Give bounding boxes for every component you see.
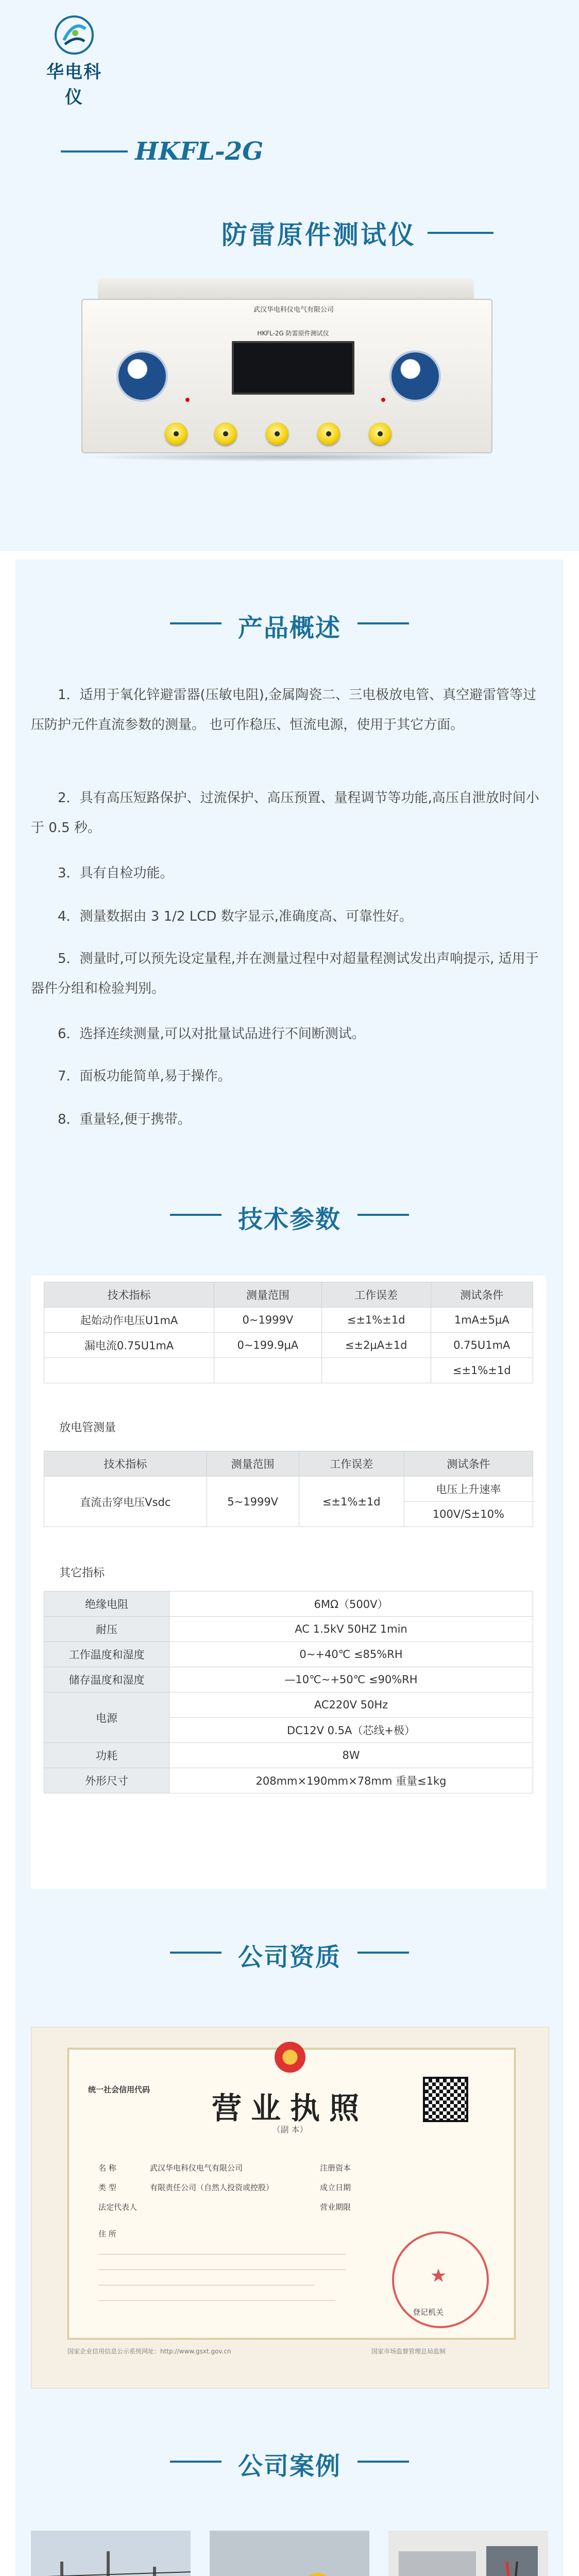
overview-item: 7．面板功能简单,易于操作。 [58, 1069, 231, 1084]
table-cell: 208mm×190mm×78mm 重量≤1kg [169, 1768, 533, 1793]
table-cell: 功耗 [44, 1743, 169, 1768]
section-title-credentials: 公司资质 [237, 1943, 341, 1972]
table-cell: 电压上升速率 [404, 1477, 533, 1502]
table-row [44, 1617, 533, 1642]
type-value: 有限责任公司（自然人投资或控股） [150, 2183, 274, 2192]
table-cell: 6MΩ（500V） [169, 1591, 533, 1617]
panel-button [317, 422, 340, 445]
discharge-label: 放电管测量 [59, 1421, 116, 1434]
maker-plate: 武汉华电科仪电气有限公司 [253, 306, 334, 314]
overview-item: 5．测量时,可以预先设定量程,并在测量过程中对超量程测试发出声响提示, 适用于器件分组和检验判别。 [31, 951, 539, 996]
panel-button [165, 422, 188, 445]
brand-name: 华电科仪 [46, 62, 102, 108]
device-shadow [77, 452, 495, 462]
table-cell [321, 1358, 431, 1383]
device-photo [77, 278, 495, 464]
other-spec-table [44, 1591, 533, 1793]
license-title: 营业执照 [211, 2091, 368, 2126]
table-cell: 外形尺寸 [44, 1768, 169, 1793]
table-cell: 起始动作电压U1mA [44, 1308, 214, 1333]
overview-item: 6．选择连续测量,可以对批量试品进行不间断测试。 [58, 1026, 365, 1042]
table-header: 技术指标 [44, 1451, 207, 1477]
capital-label: 注册资本 [320, 2163, 351, 2173]
table-cell: AC220V 50Hz [169, 1692, 533, 1718]
case-photo-workers [210, 2531, 369, 2576]
qr-code-icon [423, 2077, 468, 2122]
dial-icon [391, 352, 439, 400]
indicator-led [185, 398, 190, 402]
table-cell: AC 1.5kV 50HZ 1min [169, 1617, 533, 1642]
license-footer-left: 国家企业信用信息公示系统网址：http://www.gsxt.gov.cn [67, 2348, 231, 2355]
table-cell: ≤±1%±1d [321, 1308, 431, 1333]
table-header-row [44, 1282, 533, 1308]
case-photo-cabinet [388, 2531, 548, 2576]
section-rule [357, 1952, 409, 1954]
panel-button [214, 422, 237, 445]
table-cell: ≤±2μA±1d [321, 1333, 431, 1358]
license-footer-right: 国家市场监督管理总局监制 [371, 2348, 446, 2355]
discharge-table [44, 1451, 533, 1527]
table-row [44, 1743, 533, 1768]
table-header: 测量范围 [207, 1451, 299, 1477]
table-cell: 漏电流0.75U1mA [44, 1333, 214, 1358]
table-row [44, 1667, 533, 1692]
text-line [98, 2254, 346, 2255]
table-cell [214, 1358, 322, 1383]
varistor-table [44, 1282, 533, 1383]
model-rule [61, 150, 128, 152]
button-row [165, 418, 422, 449]
brand-logo [43, 14, 105, 108]
section-rule [357, 2461, 409, 2463]
table-cell: 5~1999V [207, 1477, 299, 1527]
table-row [44, 1692, 533, 1718]
table-row [44, 1768, 533, 1793]
table-row [44, 1477, 533, 1502]
text-line [98, 2300, 335, 2301]
section-rule [357, 1214, 409, 1216]
section-title-cases: 公司案例 [237, 2452, 341, 2481]
table-cell: ≤±1%±1d [431, 1358, 533, 1383]
table-row [44, 1642, 533, 1667]
table-header: 工作误差 [321, 1282, 431, 1308]
section-title-params: 技术参数 [237, 1205, 341, 1234]
right-knob [386, 339, 448, 416]
table-header: 工作误差 [299, 1451, 404, 1477]
overview-item: 2．具有高压短路保护、过流保护、高压预置、量程调节等功能,高压自泄放时间小于 0.5 秒。 [31, 790, 539, 836]
table-cell: 0~+40℃ ≤85%RH [169, 1642, 533, 1667]
table-cell: 绝缘电阻 [44, 1591, 169, 1617]
overview-item: 3．具有自检功能。 [58, 866, 174, 881]
table-cell: 1mA±5μA [431, 1308, 533, 1333]
term-label: 营业期限 [320, 2202, 351, 2212]
license-subtitle: （副 本） [272, 2125, 308, 2134]
table-cell: 电源 [44, 1692, 169, 1743]
params-card [31, 1276, 546, 1889]
legal-rep-label: 法定代表人 [98, 2202, 138, 2212]
table-header-row [44, 1451, 533, 1477]
indicator-led [381, 398, 385, 402]
dial-icon [118, 352, 166, 400]
lcd-label: HKFL-2G 防雷原件测试仪 [257, 330, 329, 337]
table-cell: —10℃~+50℃ ≤90%RH [169, 1667, 533, 1692]
table-header: 测试条件 [404, 1451, 533, 1477]
table-cell: ≤±1%±1d [299, 1477, 404, 1527]
section-rule [357, 622, 409, 624]
authority-label: 登记机关 [413, 2308, 444, 2317]
table-cell: DC12V 0.5A（芯线+极） [169, 1718, 533, 1743]
table-cell: 储存温度和湿度 [44, 1667, 169, 1692]
text-line [98, 2269, 346, 2270]
product-title: 防雷原件测试仪 [222, 220, 416, 250]
table-cell: 直流击穿电压Vsdc [44, 1477, 207, 1527]
panel-button [266, 422, 288, 445]
overview-item: 8．重量轻,便于携带。 [58, 1112, 191, 1127]
other-label: 其它指标 [59, 1567, 105, 1580]
table-row [44, 1333, 533, 1358]
table-cell: 0~1999V [214, 1308, 322, 1333]
table-cell: 工作温度和湿度 [44, 1642, 169, 1667]
date-label: 成立日期 [320, 2183, 351, 2192]
table-cell [44, 1358, 214, 1383]
business-license-image [31, 2027, 549, 2388]
name-value: 武汉华电科仪电气有限公司 [150, 2163, 243, 2173]
table-cell: 0.75U1mA [431, 1333, 533, 1358]
table-header: 测量范围 [214, 1282, 322, 1308]
title-rule [428, 232, 493, 234]
table-row [44, 1358, 533, 1383]
table-cell: 0~199.9μA [214, 1333, 322, 1358]
name-label: 名 称 [98, 2163, 116, 2173]
model-number: HKFL-2G [135, 137, 264, 166]
national-emblem-icon [275, 2042, 305, 2073]
address-label: 住 所 [98, 2229, 116, 2239]
device-front-panel [81, 299, 492, 453]
table-row [44, 1308, 533, 1333]
case-photo-substation [31, 2531, 191, 2576]
type-label: 类 型 [98, 2183, 116, 2192]
panel-button [369, 422, 391, 445]
table-row [44, 1591, 533, 1617]
table-cell: 100V/S±10% [404, 1502, 533, 1527]
logo-icon [54, 14, 95, 56]
section-title-overview: 产品概述 [237, 614, 341, 642]
table-cell: 耐压 [44, 1617, 169, 1642]
table-cell: 8W [169, 1743, 533, 1768]
credit-code-label: 统一社会信用代码 [88, 2085, 150, 2094]
table-header: 测试条件 [431, 1282, 533, 1308]
overview-item: 4．测量数据由 3 1/2 LCD 数字显示,准确度高、可靠性好。 [58, 909, 413, 924]
table-header: 技术指标 [44, 1282, 214, 1308]
overview-item: 1．适用于氧化锌避雷器(压敏电阻),金属陶瓷二、三电极放电管、真空避雷管等过压防护元件直流参数的测量。 也可作稳压、恒流电源，使用于其它方面。 [31, 687, 537, 733]
content-panel [15, 560, 564, 2576]
lcd-display [232, 341, 354, 395]
left-knob [113, 339, 175, 416]
